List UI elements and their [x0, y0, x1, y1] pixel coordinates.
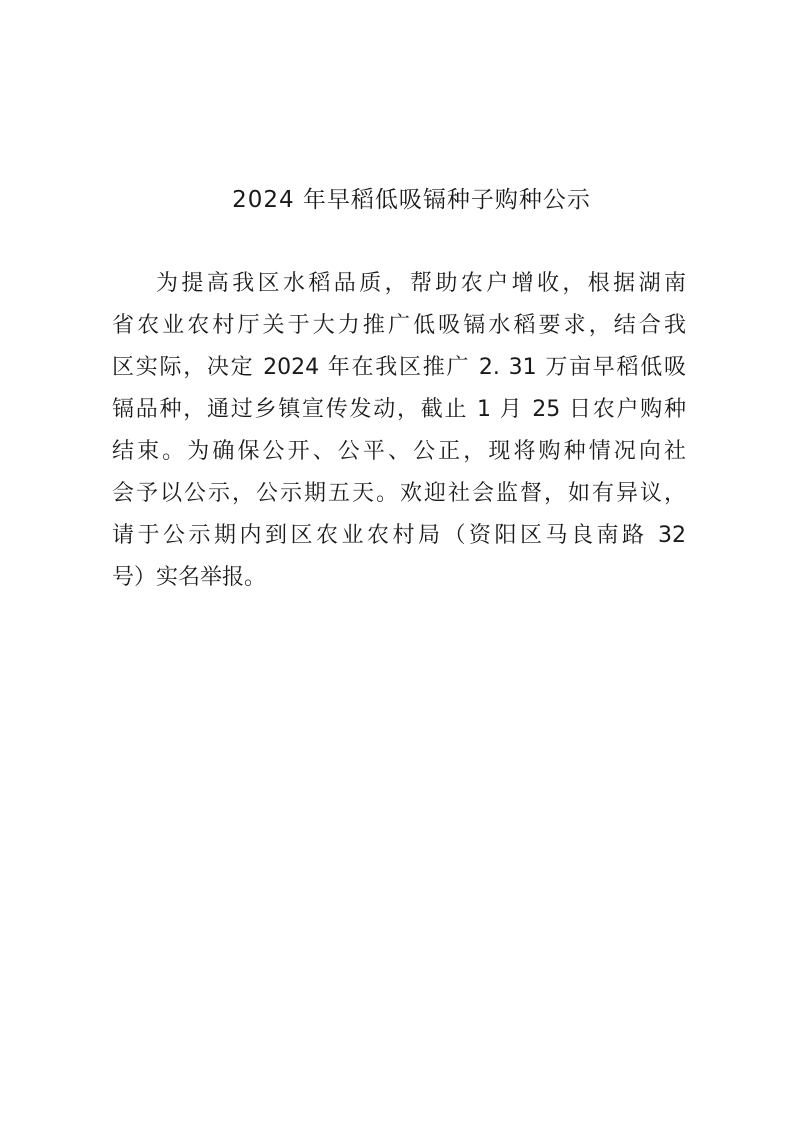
body-line-2: 省农业农村厅关于大力推广低吸镉水稻要求，结合我 [112, 313, 686, 338]
body-line-4: 镉品种，通过乡镇宣传发动，截止 1 月 25 日农户购种 [112, 397, 686, 422]
body-line-5: 结束。为确保公开、公平、公正，现将购种情况向社 [112, 439, 686, 464]
body-line-8: 号）实名举报。 [112, 565, 267, 590]
document-title: 2024 年早稻低吸镉种子购种公示 [232, 187, 591, 213]
body-line-3: 区实际，决定 2024 年在我区推广 2. 31 万亩早稻低吸 [112, 355, 686, 380]
body-line-1: 为提高我区水稻品质，帮助农户增收，根据湖南 [156, 271, 686, 296]
body-line-7: 请于公示期内到区农业农村局（资阳区马良南路 32 [112, 523, 686, 548]
document-body [112, 263, 686, 599]
body-line-6: 会予以公示，公示期五天。欢迎社会监督，如有异议， [112, 481, 686, 506]
